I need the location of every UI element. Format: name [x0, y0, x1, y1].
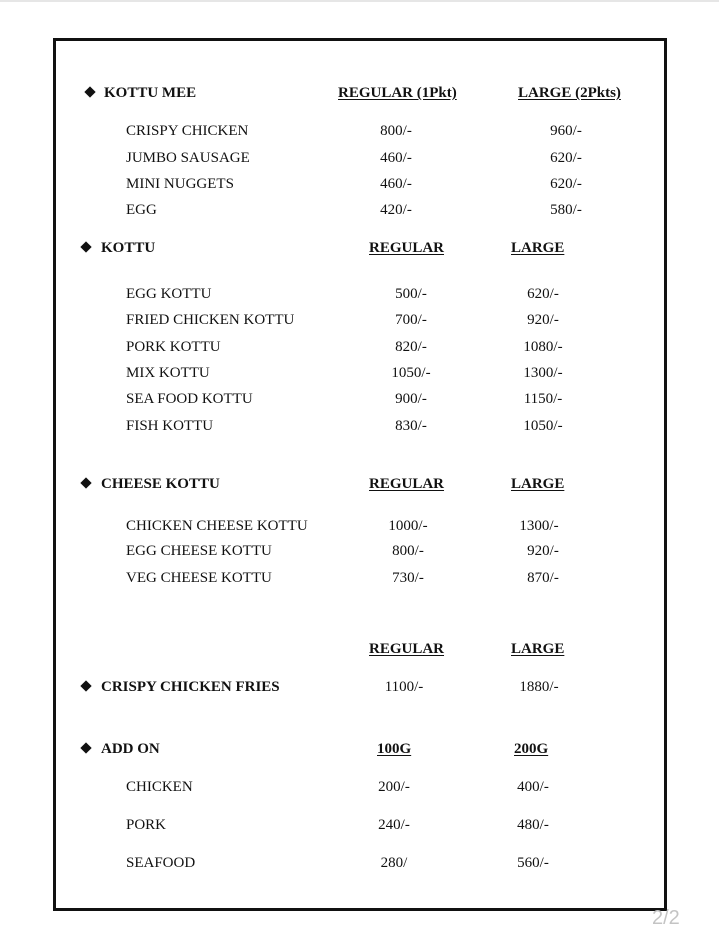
- item-price-large: 1300/-: [519, 518, 559, 534]
- item-name: CRISPY CHICKEN: [126, 123, 249, 139]
- item-price-200g: 400/-: [517, 779, 549, 795]
- section-title-crispy-chicken-fries: CRISPY CHICKEN FRIES: [101, 679, 280, 695]
- item-price-large: 620/-: [550, 150, 582, 166]
- item-name: CHICKEN CHEESE KOTTU: [126, 518, 308, 534]
- item-price-large: 1300/-: [523, 365, 563, 381]
- item-name: MINI NUGGETS: [126, 176, 234, 192]
- item-price-regular: 900/-: [395, 391, 427, 407]
- column-header-large: LARGE: [511, 641, 565, 657]
- item-name: FRIED CHICKEN KOTTU: [126, 312, 295, 328]
- item-name: CHICKEN: [126, 779, 193, 795]
- item-price-100g: 200/-: [378, 779, 410, 795]
- item-price-regular: 460/-: [380, 176, 412, 192]
- item-price-regular: 460/-: [380, 150, 412, 166]
- item-price-100g: 280/: [380, 855, 408, 871]
- item-price-regular: 1100/-: [384, 679, 424, 695]
- column-header-regular: REGULAR (1Pkt): [338, 85, 457, 101]
- item-price-regular: 730/-: [392, 570, 424, 586]
- item-name: EGG CHEESE KOTTU: [126, 543, 272, 559]
- item-price-200g: 560/-: [517, 855, 549, 871]
- item-name: EGG: [126, 202, 157, 218]
- section-title-cheese-kottu: CHEESE KOTTU: [101, 476, 220, 492]
- item-price-regular: 830/-: [395, 418, 427, 434]
- section-title-kottu: KOTTU: [101, 240, 156, 256]
- column-header-large: LARGE: [511, 240, 565, 256]
- column-header-large: LARGE (2Pkts): [518, 85, 621, 101]
- item-price-large: 1050/-: [523, 418, 563, 434]
- column-header-100g: 100G: [377, 741, 412, 757]
- item-price-regular: 500/-: [395, 286, 427, 302]
- item-price-regular: 820/-: [395, 339, 427, 355]
- item-name: PORK: [126, 817, 167, 833]
- item-price-large: 620/-: [550, 176, 582, 192]
- item-price-regular: 420/-: [380, 202, 412, 218]
- item-price-large: 870/-: [527, 570, 559, 586]
- item-price-regular: 1000/-: [388, 518, 428, 534]
- item-price-large: 620/-: [527, 286, 559, 302]
- item-price-large: 960/-: [550, 123, 582, 139]
- item-name: SEA FOOD KOTTU: [126, 391, 253, 407]
- section-title-add-on: ADD ON: [101, 741, 160, 757]
- item-name: JUMBO SAUSAGE: [126, 150, 250, 166]
- item-name: MIX KOTTU: [126, 365, 210, 381]
- item-price-large: 1080/-: [523, 339, 563, 355]
- item-price-regular: 800/-: [380, 123, 412, 139]
- section-title-kottu-mee: KOTTU MEE: [104, 85, 197, 101]
- item-price-regular: 700/-: [395, 312, 427, 328]
- item-name: VEG CHEESE KOTTU: [126, 570, 272, 586]
- column-header-200g: 200G: [514, 741, 549, 757]
- column-header-large: LARGE: [511, 476, 565, 492]
- item-price-regular: 1050/-: [391, 365, 431, 381]
- column-header-regular: REGULAR: [369, 641, 445, 657]
- page-indicator: 2/2: [652, 907, 680, 929]
- item-price-large: 920/-: [527, 543, 559, 559]
- item-price-large: 920/-: [527, 312, 559, 328]
- column-header-regular: REGULAR: [369, 240, 445, 256]
- item-price-200g: 480/-: [517, 817, 549, 833]
- top-divider: [0, 0, 719, 2]
- item-price-large: 1880/-: [519, 679, 559, 695]
- item-name: FISH KOTTU: [126, 418, 214, 434]
- item-price-regular: 800/-: [392, 543, 424, 559]
- column-header-regular: REGULAR: [369, 476, 445, 492]
- item-name: SEAFOOD: [126, 855, 196, 871]
- item-name: PORK KOTTU: [126, 339, 221, 355]
- item-price-100g: 240/-: [378, 817, 410, 833]
- item-name: EGG KOTTU: [126, 286, 212, 302]
- item-price-large: 1150/-: [523, 391, 563, 407]
- item-price-large: 580/-: [550, 202, 582, 218]
